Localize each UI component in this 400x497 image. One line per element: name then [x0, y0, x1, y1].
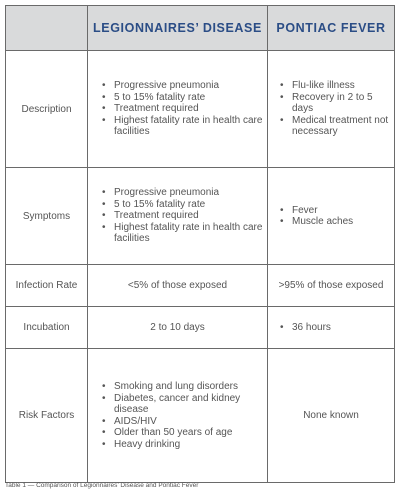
row-label-risk-factors: Risk Factors	[6, 349, 88, 483]
list-item: • 5 to 15% fatality rate	[114, 92, 267, 104]
table-caption: Table 1 — Comparison of Legionnaires’ Disease and Pontiac Fever	[5, 482, 199, 489]
bullet-list	[268, 322, 394, 334]
row-label-symptoms: Symptoms	[6, 168, 88, 265]
cell-pontiac-symptoms	[268, 168, 395, 265]
list-item: • Progressive pneumonia	[114, 80, 267, 92]
list-item: • Progressive pneumonia	[114, 187, 267, 199]
list-item: • Treatment required	[114, 210, 267, 222]
row-label-description: Description	[6, 51, 88, 168]
table-row	[6, 51, 395, 168]
bullet-list	[88, 80, 267, 138]
list-item: • Treatment required	[114, 103, 267, 115]
comparison-table-wrapper	[5, 5, 394, 483]
bullet-list	[88, 187, 267, 245]
table-row	[6, 265, 395, 307]
list-item: • Diabetes, cancer and kidney disease	[114, 393, 267, 416]
list-item: • Heavy drinking	[114, 439, 267, 451]
list-item: • Fever	[292, 205, 394, 217]
cell-legionnaires-infection-rate: <5% of those exposed	[88, 265, 268, 307]
cell-pontiac-infection-rate: >95% of those exposed	[268, 265, 395, 307]
cell-pontiac-risk-factors: None known	[268, 349, 395, 483]
header-row	[6, 6, 395, 51]
bullet-list	[268, 205, 394, 228]
list-item: • AIDS/HIV	[114, 416, 267, 428]
list-item: • Highest fatality rate in health care facilities	[114, 115, 267, 138]
header-empty-cell	[6, 6, 88, 51]
bullet-list	[88, 381, 267, 450]
cell-pontiac-incubation	[268, 307, 395, 349]
comparison-table	[5, 5, 395, 483]
header-legionnaires: LEGIONNAIRES’ DISEASE	[88, 6, 268, 51]
table-row	[6, 307, 395, 349]
table-row	[6, 168, 395, 265]
list-item: • Smoking and lung disorders	[114, 381, 267, 393]
list-item: • Highest fatality rate in health care facilities	[114, 222, 267, 245]
cell-legionnaires-description	[88, 51, 268, 168]
cell-pontiac-description	[268, 51, 395, 168]
header-pontiac: PONTIAC FEVER	[268, 6, 395, 51]
cell-legionnaires-risk-factors	[88, 349, 268, 483]
table-row	[6, 349, 395, 483]
list-item: • 5 to 15% fatality rate	[114, 199, 267, 211]
list-item: • Recovery in 2 to 5 days	[292, 92, 394, 115]
list-item: • Muscle aches	[292, 216, 394, 228]
row-label-infection-rate: Infection Rate	[6, 265, 88, 307]
cell-legionnaires-symptoms	[88, 168, 268, 265]
list-item: • 36 hours	[292, 322, 394, 334]
bullet-list	[268, 80, 394, 138]
row-label-incubation: Incubation	[6, 307, 88, 349]
list-item: • Flu-like illness	[292, 80, 394, 92]
cell-legionnaires-incubation: 2 to 10 days	[88, 307, 268, 349]
list-item: • Medical treatment not necessary	[292, 115, 394, 138]
list-item: • Older than 50 years of age	[114, 427, 267, 439]
